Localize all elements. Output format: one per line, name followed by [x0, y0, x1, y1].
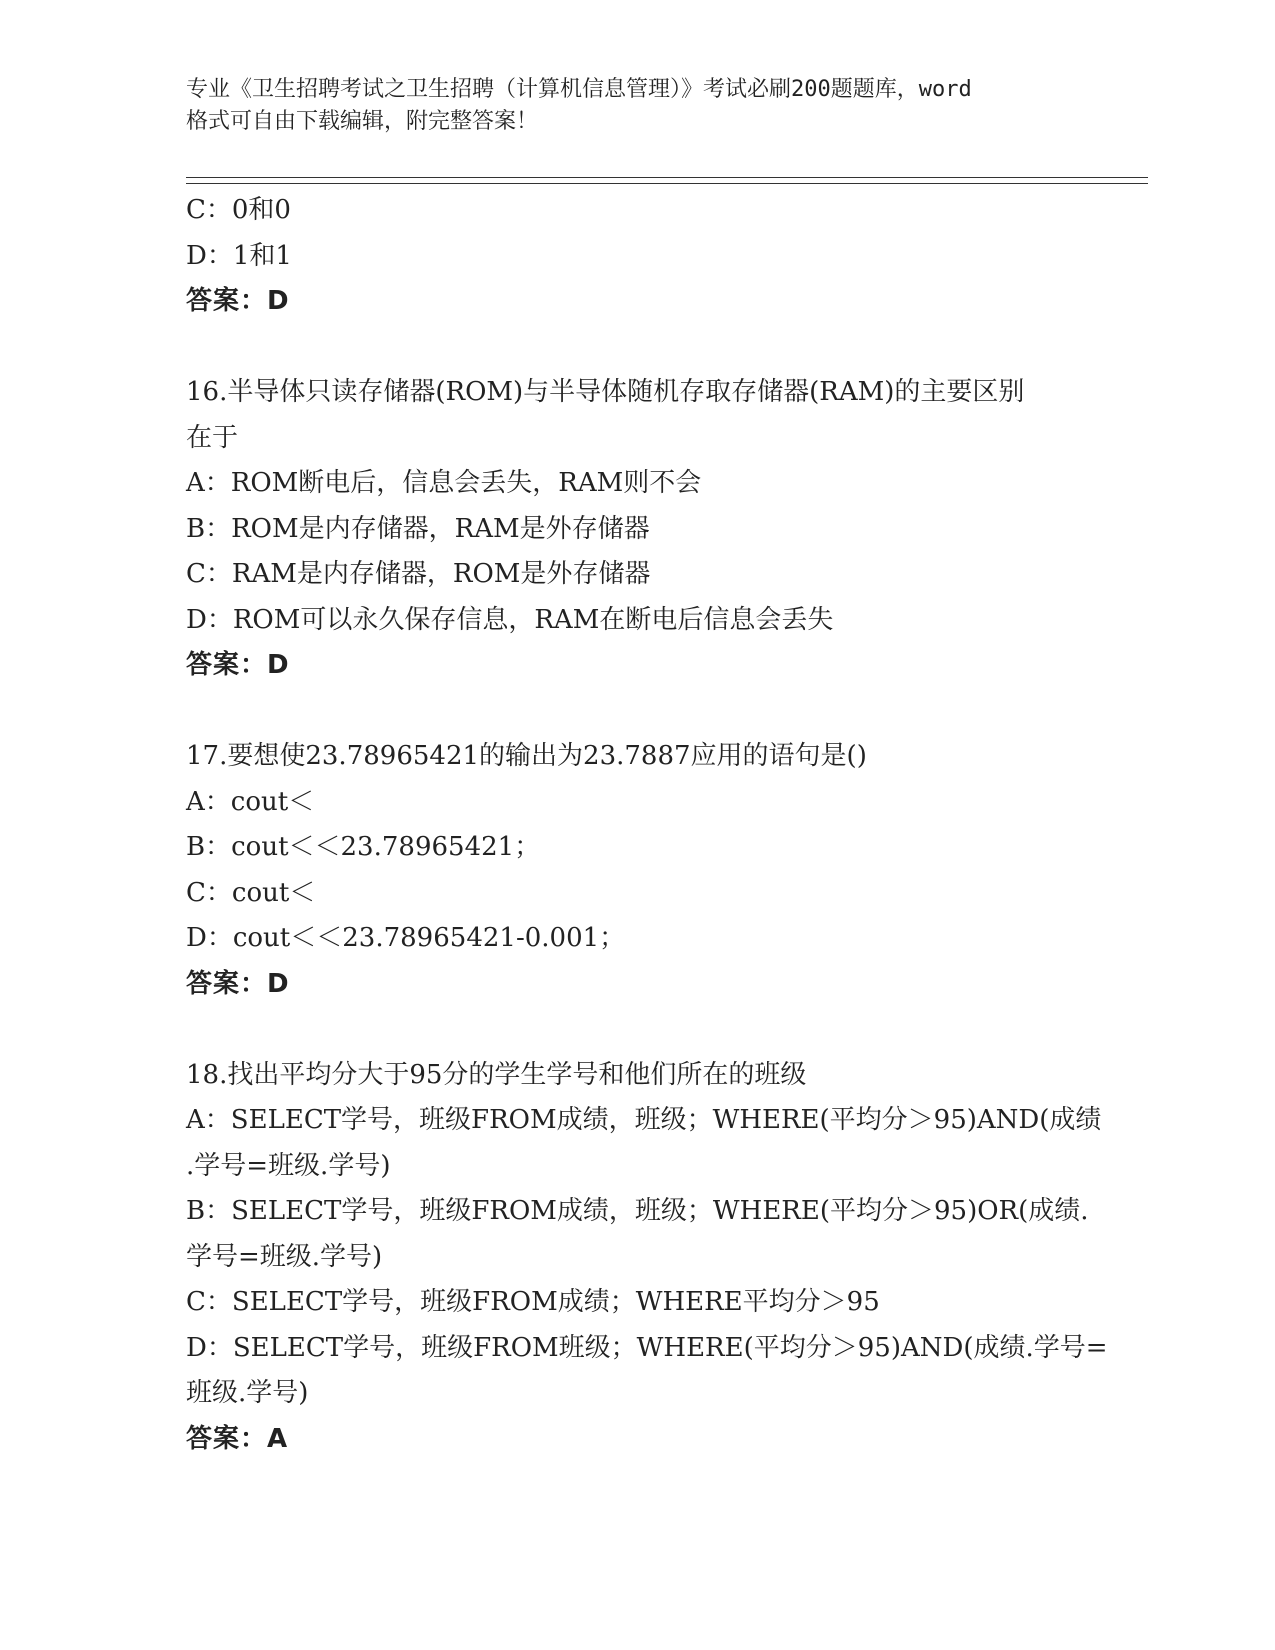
spacer [186, 325, 1086, 371]
option-a: A：SELECT学号，班级FROM成绩，班级；WHERE(平均分＞95)AND(成绩 [186, 1105, 1102, 1135]
option-c: C：cout＜ [186, 877, 316, 908]
spacer [186, 689, 1086, 735]
option-b: B：ROM是内存储器，RAM是外存储器 [186, 513, 650, 544]
question-stem: 18.找出平均分大于95分的学生学号和他们所在的班级 [186, 1059, 807, 1090]
option-c: C：0和0 [186, 195, 291, 225]
header-line-2: 格式可自由下载编辑，附完整答案！ [186, 109, 539, 134]
option-d: D：ROM可以永久保存信息，RAM在断电后信息会丢失 [186, 604, 834, 635]
question-stem: 16.半导体只读存储器(ROM)与半导体随机存取存储器(RAM)的主要区别 [186, 377, 1025, 407]
spacer [186, 1007, 1086, 1053]
header-divider-top [186, 177, 1148, 178]
question-16 [186, 370, 1086, 689]
question-17 [186, 734, 1086, 1007]
option-c: C：SELECT学号，班级FROM成绩；WHERE平均分＞95 [186, 1287, 880, 1317]
question-stem: 17.要想使23.78965421的输出为23.7887应用的语句是() [186, 741, 867, 771]
question-15-tail [186, 188, 1086, 325]
option-b: B：SELECT学号，班级FROM成绩，班级；WHERE(平均分＞95)OR(成绩. [186, 1196, 1089, 1226]
document-header [186, 74, 1086, 138]
option-b: B：cout＜＜23.78965421； [186, 832, 541, 862]
question-stem: 在于 [186, 422, 239, 453]
option-a: A：cout＜ [186, 786, 315, 817]
answer-line: 答案：D [186, 650, 290, 680]
question-18 [186, 1053, 1108, 1463]
header-line-1: 专业《卫生招聘考试之卫生招聘（计算机信息管理）》考试必刷200题题库，word [186, 77, 972, 102]
option-a-continued: .学号=班级.学号) [186, 1150, 391, 1181]
option-c: C：RAM是内存储器，ROM是外存储器 [186, 559, 651, 589]
option-d: D：SELECT学号，班级FROM班级；WHERE(平均分＞95)AND(成绩.学号= [186, 1332, 1108, 1363]
header-divider-bottom [186, 183, 1148, 184]
answer-line: 答案：A [186, 1423, 289, 1454]
document-body [186, 188, 1108, 1462]
answer-line: 答案：D [186, 968, 290, 999]
option-d: D：cout＜＜23.78965421-0.001； [186, 923, 626, 953]
answer-line: 答案：D [186, 286, 290, 316]
option-d: D：1和1 [186, 240, 292, 271]
option-a: A：ROM断电后，信息会丢失，RAM则不会 [186, 468, 702, 498]
option-d-continued: 班级.学号) [186, 1378, 309, 1408]
option-b-continued: 学号=班级.学号) [186, 1241, 383, 1272]
